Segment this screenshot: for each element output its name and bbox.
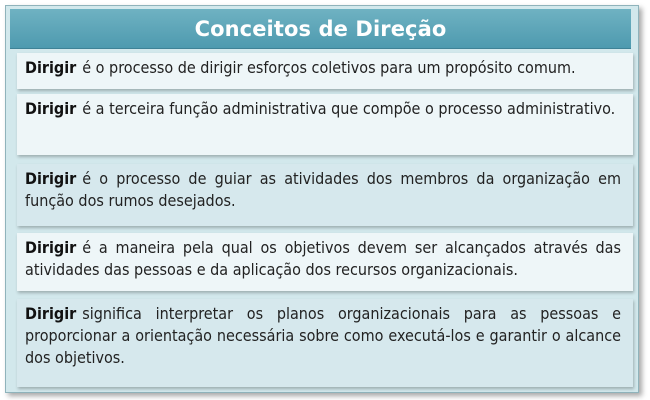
concept-term: Dirigir <box>25 169 77 188</box>
panel-header <box>10 9 631 49</box>
panel-title: Conceitos de Direção <box>194 16 447 41</box>
concept-row <box>17 299 633 387</box>
concept-term: Dirigir <box>25 238 77 257</box>
concept-text: é o processo de guiar as atividades dos membros da organização em função dos rumos desejados. <box>25 169 621 210</box>
concept-row <box>17 164 633 226</box>
concept-text: é a terceira função administrativa que compõe o processo administrativo. <box>82 99 616 118</box>
concept-row <box>17 233 633 291</box>
concept-text: é a maneira pela qual os objetivos devem ser alcançados através das atividades das pessoas e da aplicação dos recursos organizacionais. <box>25 238 621 279</box>
concept-text: é o processo de dirigir esforços coletivos para um propósito comum. <box>82 58 576 77</box>
concept-row <box>17 94 633 155</box>
concept-term: Dirigir <box>25 304 77 323</box>
concept-text: significa interpretar os planos organizacionais para as pessoas e proporcionar a orientação necessária sobre como executá-los e garantir o alcance dos objetivos. <box>25 304 621 367</box>
concept-term: Dirigir <box>25 99 77 118</box>
concept-term: Dirigir <box>25 58 77 77</box>
concept-row <box>17 53 633 89</box>
